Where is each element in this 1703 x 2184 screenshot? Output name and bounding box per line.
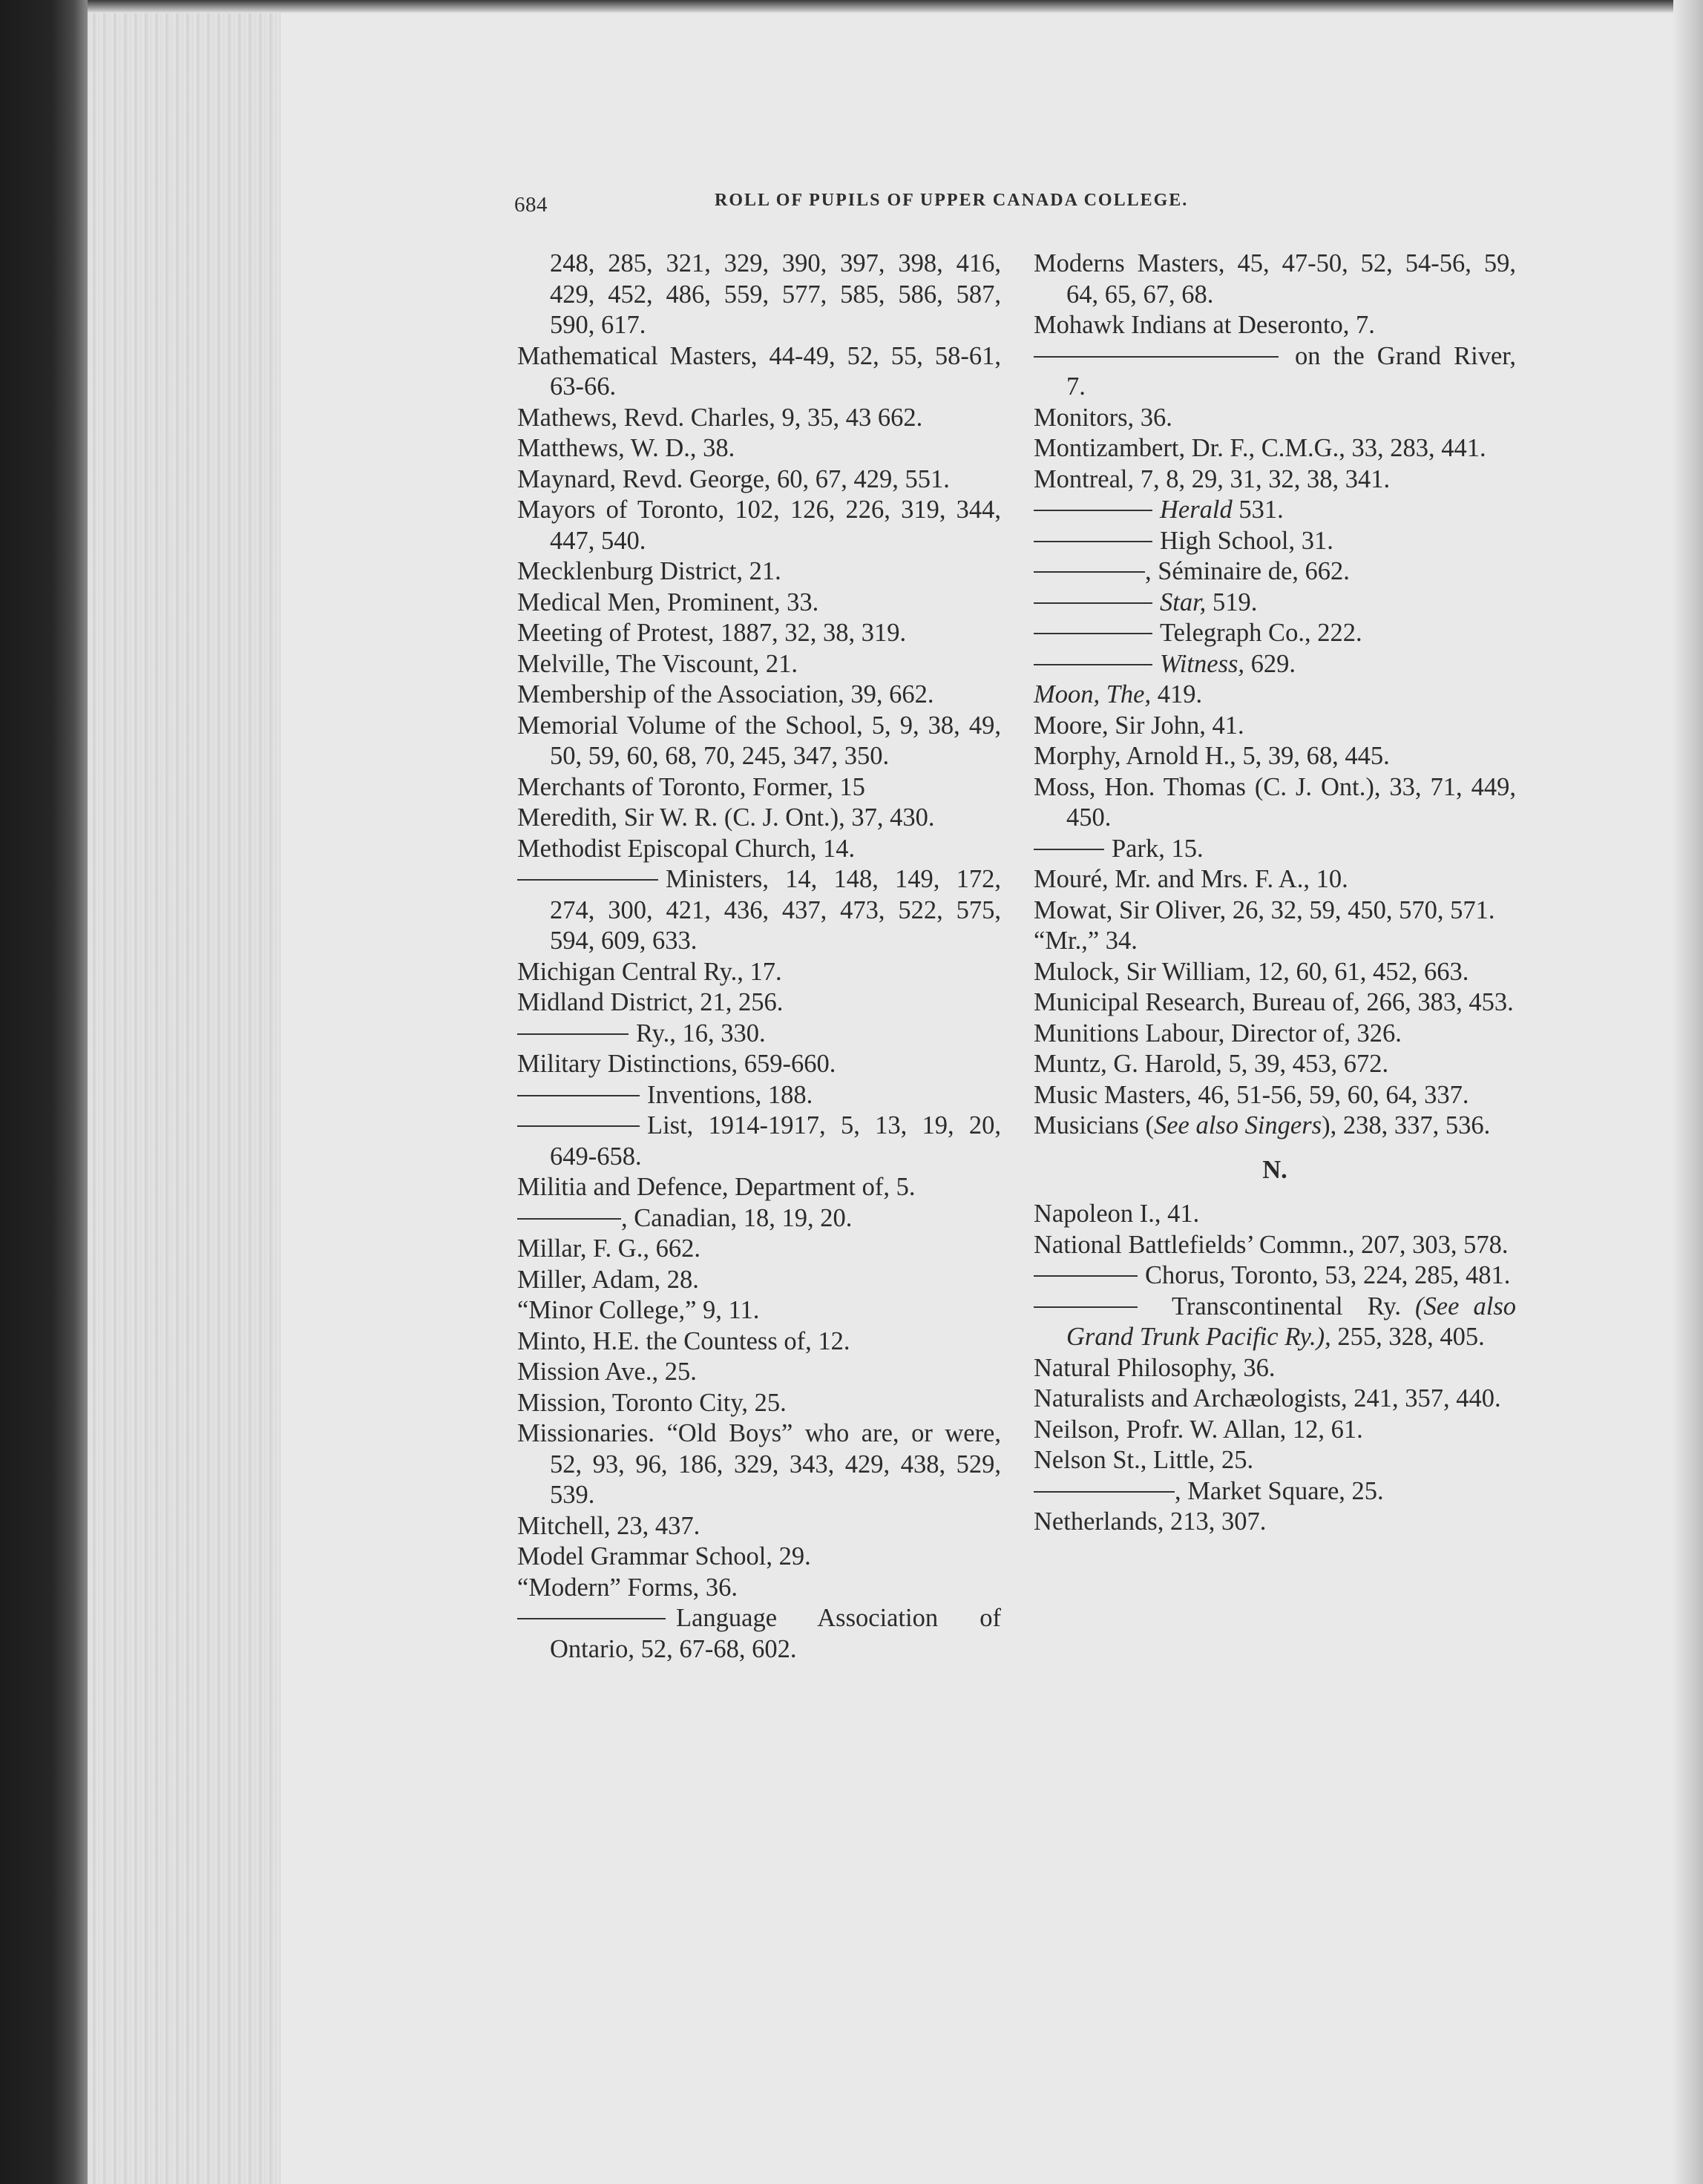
index-entry-text: Ministers, 14, 148, 149, 172, 274, 300, 421, 436, 437, 473, 522, 575, 594, 609, 633. xyxy=(550,865,1001,955)
index-entry: Membership of the Association, 39, 662. xyxy=(517,680,934,708)
index-entry: Montizambert, Dr. F., C.M.G., 33, 283, 441. xyxy=(1034,434,1486,462)
repeat-dash xyxy=(517,1095,640,1096)
repeat-dash xyxy=(1034,602,1152,604)
repeat-dash xyxy=(1034,849,1104,850)
index-entry: Naturalists and Archæologists, 241, 357, 440. xyxy=(1034,1384,1501,1412)
index-entry-italic: See also Singers xyxy=(1153,1111,1322,1139)
repeat-dash xyxy=(517,1125,640,1127)
repeat-dash xyxy=(1034,541,1152,542)
index-entry-text: 255, 328, 405. xyxy=(1330,1323,1485,1351)
index-entry-text: Transcontinental Ry. xyxy=(1172,1292,1401,1320)
index-entry-text: , Séminaire de, 662. xyxy=(1145,557,1350,585)
index-column-left xyxy=(517,249,1001,1665)
index-entry: Meeting of Protest, 1887, 32, 38, 319. xyxy=(517,619,907,647)
top-shadow xyxy=(88,0,1703,13)
index-entry: Monitors, 36. xyxy=(1034,403,1172,432)
index-entry: Netherlands, 213, 307. xyxy=(1034,1507,1267,1536)
index-entry: Mathematical Masters, 44-49, 52, 55, 58-61, 63-66. xyxy=(517,341,1001,401)
index-entry: Michigan Central Ry., 17. xyxy=(517,957,782,986)
index-entry-italic: Witness, xyxy=(1160,649,1245,678)
index-subentry xyxy=(1034,1476,1516,1507)
index-entry: Melville, The Viscount, 21. xyxy=(517,649,798,678)
index-entry: Militia and Defence, Department of, 5. xyxy=(517,1173,916,1201)
index-entry-text: 531. xyxy=(1232,496,1284,524)
index-entry: Moss, Hon. Thomas (C. J. Ont.), 33, 71, 449, 450. xyxy=(1034,772,1516,832)
index-entry-italic: Star, xyxy=(1160,588,1207,616)
repeat-dash xyxy=(517,879,658,881)
index-entry: Meredith, Sir W. R. (C. J. Ont.), 37, 430. xyxy=(517,803,935,832)
index-entry: “Mr.,” 34. xyxy=(1034,927,1138,955)
index-entry: Nelson St., Little, 25. xyxy=(1034,1446,1254,1474)
index-entry-text: High School, 31. xyxy=(1160,526,1333,555)
repeat-dash xyxy=(1034,510,1152,511)
index-entry: Mitchell, 23, 437. xyxy=(517,1511,700,1540)
index-entry xyxy=(1034,680,1516,711)
index-subentry xyxy=(517,1603,1001,1665)
running-title: ROLL OF PUPILS OF UPPER CANADA COLLEGE. xyxy=(715,191,1189,210)
repeat-dash xyxy=(1034,571,1145,573)
index-entry: Mission, Toronto City, 25. xyxy=(517,1388,787,1417)
index-subentry xyxy=(517,1111,1001,1172)
index-entry-text: 519. xyxy=(1206,588,1258,616)
index-entry-text: Language Association of Ontario, 52, 67-68, 602. xyxy=(550,1604,1001,1663)
binding-shadow xyxy=(0,0,88,2184)
index-subentry xyxy=(1034,1260,1516,1292)
index-entry: Natural Philosophy, 36. xyxy=(1034,1353,1276,1382)
index-entry-text: , Canadian, 18, 19, 20. xyxy=(621,1203,853,1232)
index-entry: Muntz, G. Harold, 5, 39, 453, 672. xyxy=(1034,1050,1389,1078)
index-subentry xyxy=(517,1080,1001,1111)
index-entry-text: 419. xyxy=(1151,680,1203,708)
index-entry: Mulock, Sir William, 12, 60, 61, 452, 663. xyxy=(1034,957,1469,986)
index-entry-text: Inventions, 188. xyxy=(647,1080,813,1109)
index-entry-italic: Herald xyxy=(1160,496,1233,524)
index-entry: Minto, H.E. the Countess of, 12. xyxy=(517,1326,850,1355)
page-edges xyxy=(88,0,280,2184)
index-entry: Music Masters, 46, 51-56, 59, 60, 64, 337. xyxy=(1034,1080,1469,1109)
repeat-dash xyxy=(1034,1306,1138,1308)
index-subentry xyxy=(1034,649,1516,680)
index-entry: Mayors of Toronto, 102, 126, 226, 319, 344, 447, 540. xyxy=(517,496,1001,555)
index-entry xyxy=(1034,1111,1516,1142)
index-entry: “Minor College,” 9, 11. xyxy=(517,1296,760,1324)
repeat-dash xyxy=(517,1033,629,1035)
repeat-dash xyxy=(1034,664,1152,665)
index-entry: Miller, Adam, 28. xyxy=(517,1265,699,1294)
index-subentry xyxy=(1034,834,1516,865)
page-header xyxy=(514,187,1330,224)
index-entry: Montreal, 7, 8, 29, 31, 32, 38, 341. xyxy=(1034,464,1391,493)
index-entry: Morphy, Arnold H., 5, 39, 68, 445. xyxy=(1034,742,1390,770)
index-subentry xyxy=(517,1019,1001,1050)
index-entry-text: Musicians ( xyxy=(1034,1111,1154,1139)
index-entry: Missionaries. “Old Boys” who are, or were, 52, 93, 96, 186, 329, 343, 429, 438, 529, 539. xyxy=(517,1419,1001,1509)
index-subentry xyxy=(1034,556,1516,588)
repeat-dash xyxy=(517,1218,621,1220)
index-entry: Maynard, Revd. George, 60, 67, 429, 551. xyxy=(517,464,950,493)
repeat-dash xyxy=(517,1618,666,1619)
index-entry: Municipal Research, Bureau of, 266, 383, 453. xyxy=(1034,988,1514,1016)
index-entry-text: , Market Square, 25. xyxy=(1175,1476,1384,1505)
index-entry-italic: (See also Grand Trunk Pacific Ry.), xyxy=(1066,1292,1516,1351)
index-entry: Merchants of Toronto, Former, 15 xyxy=(517,772,865,801)
index-subentry xyxy=(1034,588,1516,619)
index-entry: Medical Men, Prominent, 33. xyxy=(517,588,819,616)
page-number: 684 xyxy=(514,193,548,217)
index-entry: Mission Ave., 25. xyxy=(517,1358,697,1386)
index-entry: Mathews, Revd. Charles, 9, 35, 43 662. xyxy=(517,403,923,432)
index-entry-italic: Moon, The, xyxy=(1034,680,1152,708)
index-entry: National Battlefields’ Commn., 207, 303, 578. xyxy=(1034,1230,1509,1259)
index-entry-text: Park, 15. xyxy=(1112,834,1204,863)
index-entry: Mohawk Indians at Deseronto, 7. xyxy=(1034,311,1375,339)
index-subentry xyxy=(517,1203,1001,1234)
repeat-dash xyxy=(1034,633,1152,634)
index-entry: Model Grammar School, 29. xyxy=(517,1542,811,1570)
index-entry-text: List, 1914-1917, 5, 13, 19, 20, 649-658. xyxy=(550,1111,1001,1171)
index-entry: Methodist Episcopal Church, 14. xyxy=(517,834,856,863)
index-entry-text: 629. xyxy=(1244,649,1296,678)
index-subentry xyxy=(1034,341,1516,403)
index-subentry xyxy=(1034,1292,1516,1353)
index-entry: Midland District, 21, 256. xyxy=(517,988,784,1016)
index-entry: Moderns Masters, 45, 47-50, 52, 54-56, 59, 64, 65, 67, 68. xyxy=(1034,249,1516,309)
index-entry: Napoleon I., 41. xyxy=(1034,1200,1200,1228)
index-entry-text: on the Grand River, 7. xyxy=(1066,341,1516,401)
index-entry: Mouré, Mr. and Mrs. F. A., 10. xyxy=(1034,865,1348,893)
repeat-dash xyxy=(1034,356,1279,358)
index-entry-text: Telegraph Co., 222. xyxy=(1160,619,1362,647)
index-entry: “Modern” Forms, 36. xyxy=(517,1573,738,1602)
index-entry: Memorial Volume of the School, 5, 9, 38, 49, 50, 59, 60, 68, 70, 245, 347, 350. xyxy=(517,711,1001,770)
index-entry-text: Chorus, Toronto, 53, 224, 285, 481. xyxy=(1145,1261,1511,1289)
index-column-right xyxy=(1034,249,1516,1538)
index-entry-text: Ry., 16, 330. xyxy=(636,1019,766,1047)
index-entry: Mowat, Sir Oliver, 26, 32, 59, 450, 570, 571. xyxy=(1034,895,1495,924)
right-page-edge xyxy=(1673,0,1703,2184)
index-entry: Military Distinctions, 659-660. xyxy=(517,1050,836,1078)
section-letter-n: N. xyxy=(1262,1155,1287,1184)
repeat-dash xyxy=(1034,1491,1175,1493)
index-entry: Matthews, W. D., 38. xyxy=(517,434,735,462)
index-subentry xyxy=(1034,526,1516,557)
index-subentry xyxy=(517,864,1001,957)
index-entry: Neilson, Profr. W. Allan, 12, 61. xyxy=(1034,1415,1363,1444)
index-subentry xyxy=(1034,495,1516,526)
repeat-dash xyxy=(1034,1275,1138,1277)
index-entry: Mecklenburg District, 21. xyxy=(517,557,781,585)
index-entry-text: ), 238, 337, 536. xyxy=(1322,1111,1491,1139)
index-entry: Moore, Sir John, 41. xyxy=(1034,711,1244,740)
index-subentry xyxy=(1034,618,1516,649)
index-entry: 248, 285, 321, 329, 390, 397, 398, 416, 429, 452, 486, 559, 577, 585, 586, 587, 590, 617. xyxy=(550,249,1001,339)
index-entry: Millar, F. G., 662. xyxy=(517,1234,700,1263)
index-entry: Munitions Labour, Director of, 326. xyxy=(1034,1019,1402,1047)
